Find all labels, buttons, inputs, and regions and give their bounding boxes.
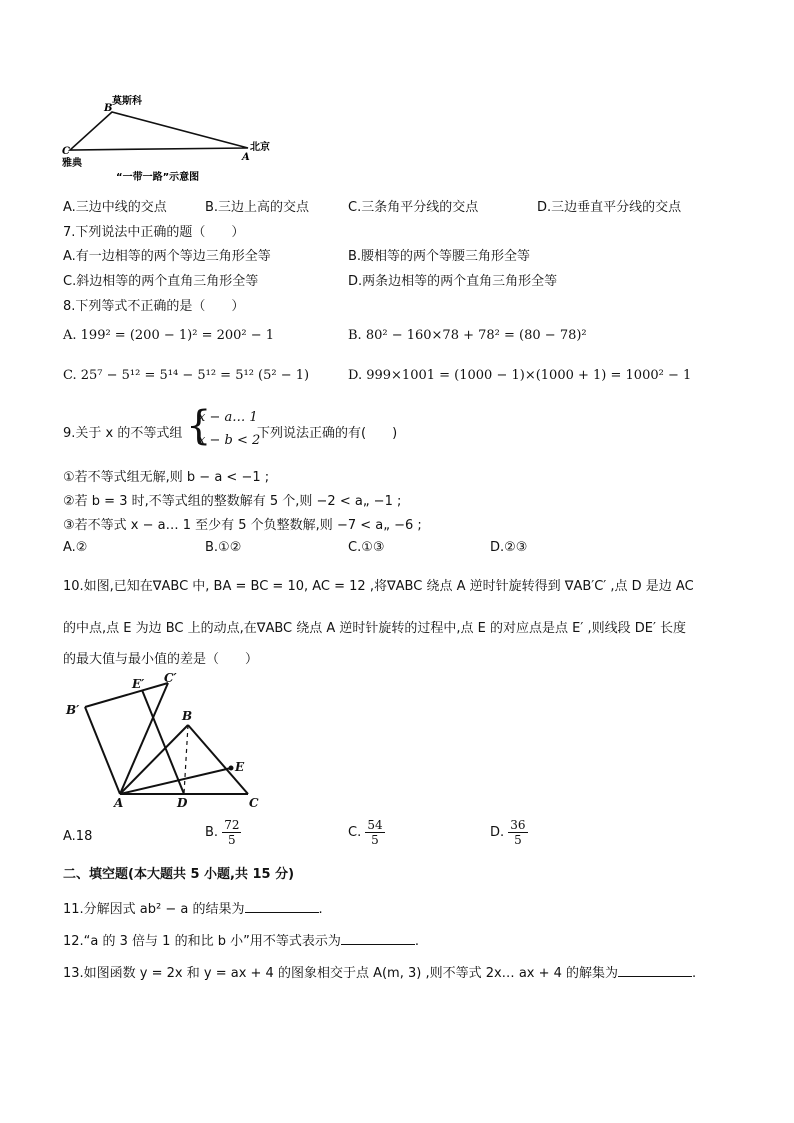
point-e: [229, 766, 234, 771]
q10-option-c: [348, 818, 385, 847]
q10-line-3: 的最大值与最小值的差是（ ）: [63, 652, 259, 667]
triangle-abc-outline: [70, 112, 248, 150]
q10-option-c-denominator: 5: [371, 833, 379, 847]
q10-line-2: 的中点,点 E 为边 BC 上的动点,在∇ABC 绕点 A 逆时针旋转的过程中,点 E 的对应点是点 E′ ,则线段 DE′ 长度: [63, 621, 687, 636]
q13-answer-blank[interactable]: [618, 964, 692, 977]
label-e-prime: E′: [132, 677, 145, 691]
q10-option-b-fraction: [222, 818, 241, 847]
q6-option-c: C.三条角平分线的交点: [348, 200, 479, 215]
q7-option-c: C.斜边相等的两个直角三角形全等: [63, 274, 259, 289]
q10-option-d-prefix: D.: [490, 825, 505, 840]
q9-option-a: A.②: [63, 540, 88, 555]
label-a: A: [242, 152, 250, 163]
label-c: C: [249, 796, 259, 810]
q8-option-c: C. 25⁷ − 5¹² = 5¹⁴ − 5¹² = 5¹² (5² − 1): [63, 368, 310, 383]
label-b-prime: B′: [66, 703, 80, 717]
q8-option-b: B. 80² − 160×78 + 78² = (80 − 78)²: [348, 328, 587, 343]
q12-text: 12.“a 的 3 倍与 1 的和比 b 小”用不等式表示为: [63, 934, 341, 949]
label-b: B: [104, 103, 113, 114]
figure-caption: “一带一路”示意图: [116, 172, 200, 183]
q10-line-1: 10.如图,已知在∇ABC 中, BA = BC = 10, AC = 12 ,将∇ABC 绕点 A 逆时针旋转得到 ∇AB′C′ ,点 D 是边 AC: [63, 579, 694, 594]
label-b: B: [182, 709, 193, 723]
label-athens: 雅典: [62, 158, 82, 169]
label-a: A: [114, 796, 124, 810]
q10-option-d-numerator: 36: [510, 818, 526, 832]
q11-text: 11.分解因式 ab² − a 的结果为: [63, 902, 245, 917]
segment-a-b1: [85, 707, 120, 794]
q9-brace: {: [186, 403, 212, 449]
q9-stem-post: 下列说法正确的有( ): [257, 426, 398, 441]
segment-e1-d: [142, 690, 184, 794]
q11-end: .: [318, 902, 323, 917]
q9-system-line1: x − a… 1: [198, 410, 258, 425]
q8-stem: 8.下列等式不正确的是（ ）: [63, 299, 245, 314]
label-moscow: 莫斯科: [112, 96, 142, 107]
q9-statement-1: ①若不等式组无解,则 b − a < −1 ;: [63, 470, 270, 485]
q10-option-d-fraction: [508, 818, 527, 847]
segment-b1-c1: [85, 683, 168, 707]
q7-option-b: B.腰相等的两个等腰三角形全等: [348, 249, 531, 264]
q10-option-c-prefix: C.: [348, 825, 362, 840]
rotation-diagram: [60, 670, 270, 810]
q10-option-c-numerator: 54: [367, 818, 383, 832]
q7-stem: 7.下列说法中正确的题（ ）: [63, 225, 245, 240]
q9-stem-pre: 9.关于 x 的不等式组: [63, 426, 183, 441]
q10-option-c-fraction: [365, 818, 384, 847]
q10-option-b-prefix: B.: [205, 825, 219, 840]
label-e: E: [235, 760, 245, 774]
label-c: C: [62, 146, 70, 157]
dashed-segment-b-d: [184, 725, 188, 794]
q9-system-line2: x − b < 2: [198, 433, 261, 448]
q10-option-b-denominator: 5: [228, 833, 236, 847]
q10-option-d-denominator: 5: [514, 833, 522, 847]
q6-option-d: D.三边垂直平分线的交点: [537, 200, 682, 215]
q10-option-a: A.18: [63, 829, 93, 844]
label-c-prime: C′: [164, 671, 177, 685]
label-d: D: [177, 796, 188, 810]
belt-road-diagram: [60, 86, 280, 186]
q7-option-d: D.两条边相等的两个直角三角形全等: [348, 274, 558, 289]
q8-option-a: A. 199² = (200 − 1)² = 200² − 1: [63, 328, 275, 343]
q12: [63, 930, 419, 949]
q11-answer-blank[interactable]: [245, 900, 319, 913]
segment-a-b: [120, 725, 188, 794]
label-beijing: 北京: [250, 142, 270, 153]
q13: [63, 962, 696, 981]
q9-option-d: D.②③: [490, 540, 528, 555]
q6-option-a: A.三边中线的交点: [63, 200, 167, 215]
q13-text: 13.如图函数 y = 2x 和 y = ax + 4 的图象相交于点 A(m, 3) ,则不等式 2x… ax + 4 的解集为: [63, 966, 619, 981]
q7-option-a: A.有一边相等的两个等边三角形全等: [63, 249, 271, 264]
q10-option-b: [205, 818, 241, 847]
q9-option-b: B.①②: [205, 540, 242, 555]
q12-answer-blank[interactable]: [341, 932, 415, 945]
q10-option-b-numerator: 72: [224, 818, 240, 832]
q11: [63, 898, 323, 917]
section-2-heading: 二、填空题(本大题共 5 小题,共 15 分): [63, 867, 295, 882]
q9-option-c: C.①③: [348, 540, 385, 555]
q10-option-d: [490, 818, 528, 847]
q9-statement-3: ③若不等式 x − a… 1 至少有 5 个负整数解,则 −7 < a„ −6 ;: [63, 518, 422, 533]
q13-end: .: [692, 966, 697, 981]
q8-option-d: D. 999×1001 = (1000 − 1)×(1000 + 1) = 1000² − 1: [348, 368, 692, 383]
q9-statement-2: ②若 b = 3 时,不等式组的整数解有 5 个,则 −2 < a„ −1 ;: [63, 494, 402, 509]
q6-option-b: B.三边上高的交点: [205, 200, 310, 215]
q12-end: .: [414, 934, 419, 949]
